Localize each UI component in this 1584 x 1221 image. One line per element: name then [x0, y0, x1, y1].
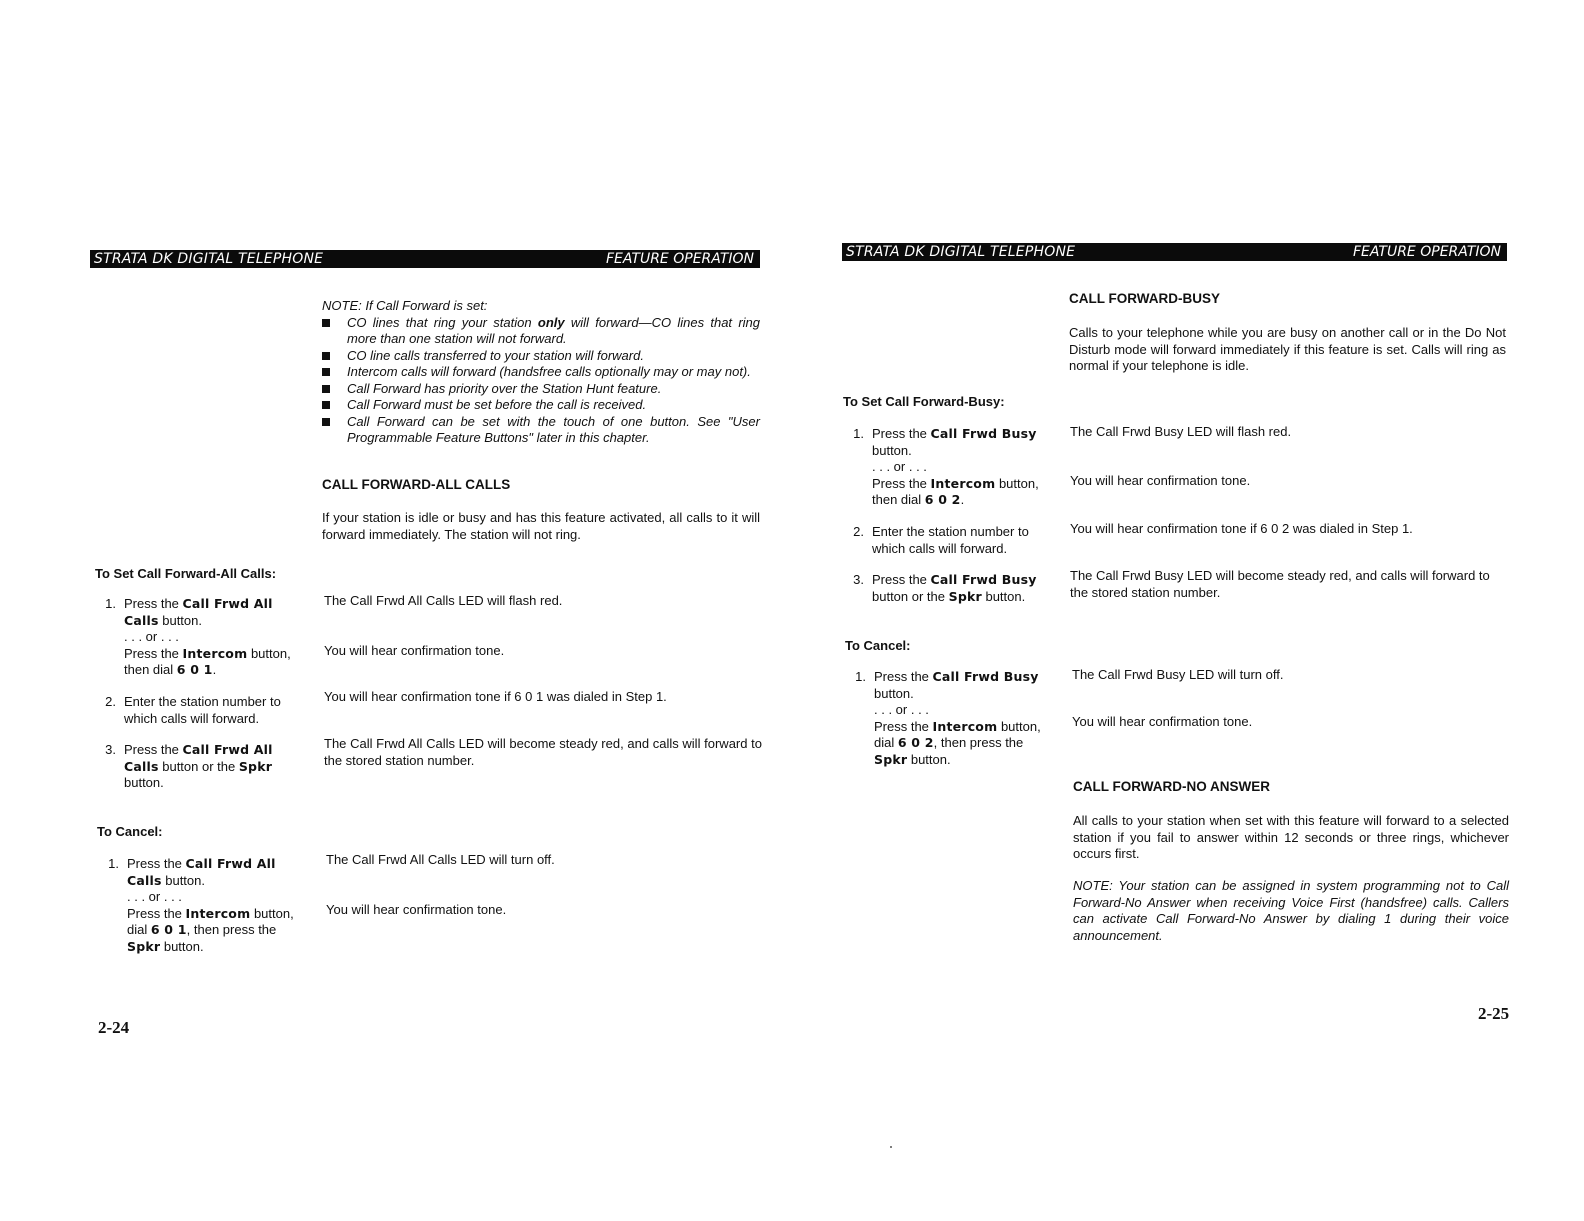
scan-speck — [890, 1146, 892, 1148]
key-spkr: Spkr — [127, 938, 161, 954]
page-number: 2-24 — [98, 1018, 130, 1037]
dial-digits: 6 0 2 — [897, 735, 934, 750]
page-number: 2-25 — [1478, 1004, 1510, 1023]
set-result: You will hear confirmation tone. — [324, 643, 505, 658]
header-section: FEATURE OPERATION — [1352, 244, 1501, 260]
key-call-frwd-busy: Call Frwd Busy — [930, 572, 1037, 587]
set-step-1: 1. Press the Call Frwd Busy button. . . . or . . . Press the Intercom button, then dial 6 0 2. — [853, 426, 1039, 507]
note-item: Call Forward must be set before the call is received. — [322, 397, 760, 414]
section-title: CALL FORWARD-NO ANSWER — [1073, 779, 1270, 794]
key-intercom: Intercom — [932, 718, 998, 734]
dial-digits: 6 0 1 — [176, 662, 213, 677]
cancel-result: You will hear confirmation tone. — [1072, 714, 1253, 729]
set-result: You will hear confirmation tone if 6 0 1 was dialed in Step 1. — [324, 689, 667, 704]
key-intercom: Intercom — [185, 905, 251, 921]
set-step-3: 3. Press the Call Frwd Busy button or the Spkr button. — [853, 572, 1037, 604]
header-title: STRATA DK DIGITAL TELEPHONE — [846, 244, 1076, 260]
header-title: STRATA DK DIGITAL TELEPHONE — [94, 251, 324, 267]
key-spkr: Spkr — [238, 758, 273, 774]
dial-digits: 6 0 1 — [150, 922, 187, 937]
set-result: You will hear confirmation tone. — [1070, 473, 1251, 488]
bullet-square-icon — [322, 368, 330, 376]
note-item: Call Forward has priority over the Station Hunt feature. — [322, 381, 760, 398]
note-list — [322, 315, 760, 447]
cancel-step-1: 1. Press the Call Frwd Busy button. . . . or . . . Press the Intercom button, dial 6 0 2, then press the Spkr button. — [855, 669, 1041, 767]
cancel-result: The Call Frwd Busy LED will turn off. — [1072, 667, 1284, 682]
note-item: CO lines that ring your station only will forward—CO lines that ring more than one station will not forward. — [322, 315, 760, 348]
section-description: Calls to your telephone while you are busy on another call or in the Do Not Disturb mode will forward immediately if this feature is set. Calls will ring as normal if your telephone is idle. — [1069, 325, 1506, 373]
bullet-square-icon — [322, 319, 330, 327]
page-header-right — [842, 243, 1507, 261]
set-result: The Call Frwd Busy LED will flash red. — [1070, 424, 1292, 439]
dial-digits: 6 0 2 — [924, 492, 961, 507]
set-procedure-title: To Set Call Forward-All Calls: — [95, 566, 277, 581]
set-result: The Call Frwd Busy LED will become steady red, and calls will forward to the stored station number. — [1070, 568, 1490, 600]
note-item: CO line calls transferred to your station will forward. — [322, 348, 760, 365]
section-title: CALL FORWARD-BUSY — [1069, 291, 1220, 306]
set-result: You will hear confirmation tone if 6 0 2 was dialed in Step 1. — [1070, 521, 1413, 536]
key-call-frwd-all-calls: Call Frwd All Calls — [127, 856, 276, 888]
note-item: Call Forward can be set with the touch of one button. See "User Programmable Feature Buttons" later in this chapter. — [322, 414, 760, 447]
set-procedure-title: To Set Call Forward-Busy: — [843, 394, 1005, 409]
key-call-frwd-all-calls: Call Frwd All Calls — [124, 742, 273, 774]
bullet-square-icon — [322, 352, 330, 360]
cancel-result: The Call Frwd All Calls LED will turn off. — [326, 852, 555, 867]
key-call-frwd-all-calls: Call Frwd All Calls — [124, 596, 273, 628]
section-description: If your station is idle or busy and has this feature activated, all calls to it will forward immediately. The station will not ring. — [322, 510, 760, 542]
set-step-2: 2. Enter the station number to which calls will forward. — [105, 694, 281, 726]
header-section: FEATURE OPERATION — [605, 251, 754, 267]
note-item: Intercom calls will forward (handsfree calls optionally may or may not). — [322, 364, 760, 381]
key-call-frwd-busy: Call Frwd Busy — [930, 426, 1037, 441]
set-result: The Call Frwd All Calls LED will become steady red, and calls will forward to the stored station number. — [324, 736, 762, 768]
cancel-step-1: 1. Press the Call Frwd All Calls button. . . . or . . . Press the Intercom button, dial 6 0 1, then press the Spkr button. — [108, 856, 294, 954]
set-result: The Call Frwd All Calls LED will flash red. — [324, 593, 563, 608]
bullet-square-icon — [322, 385, 330, 393]
bullet-square-icon — [322, 418, 330, 426]
section-title: CALL FORWARD-ALL CALLS — [322, 477, 511, 492]
key-call-frwd-busy: Call Frwd Busy — [932, 669, 1039, 684]
cancel-result: You will hear confirmation tone. — [326, 902, 507, 917]
key-intercom: Intercom — [182, 645, 248, 661]
set-step-1: 1. Press the Call Frwd All Calls button. . . . or . . . Press the Intercom button, then dial 6 0 1. — [105, 596, 291, 677]
cancel-procedure-title: To Cancel: — [845, 638, 911, 653]
page-header-left — [90, 250, 760, 268]
key-intercom: Intercom — [930, 475, 996, 491]
section-description: All calls to your station when set with this feature will forward to a selected station if you fail to answer within 12 seconds or three rings, whichever occurs first. — [1073, 813, 1509, 861]
set-step-3: 3. Press the Call Frwd All Calls button or the Spkr button. — [105, 742, 273, 790]
key-spkr: Spkr — [948, 588, 982, 604]
set-step-2: 2. Enter the station number to which calls will forward. — [853, 524, 1029, 556]
note-title: NOTE: If Call Forward is set: — [322, 298, 488, 313]
right-page — [792, 0, 1584, 1221]
section-note: NOTE: Your station can be assigned in system programming not to Call Forward-No Answer when receiving Voice First (handsfree) calls. Callers can activate Call Forward-No Answer by dialing 1 during their voice announcement. — [1073, 878, 1509, 943]
key-spkr: Spkr — [874, 751, 908, 767]
bullet-square-icon — [322, 401, 330, 409]
cancel-procedure-title: To Cancel: — [97, 824, 163, 839]
note-block — [322, 298, 760, 447]
